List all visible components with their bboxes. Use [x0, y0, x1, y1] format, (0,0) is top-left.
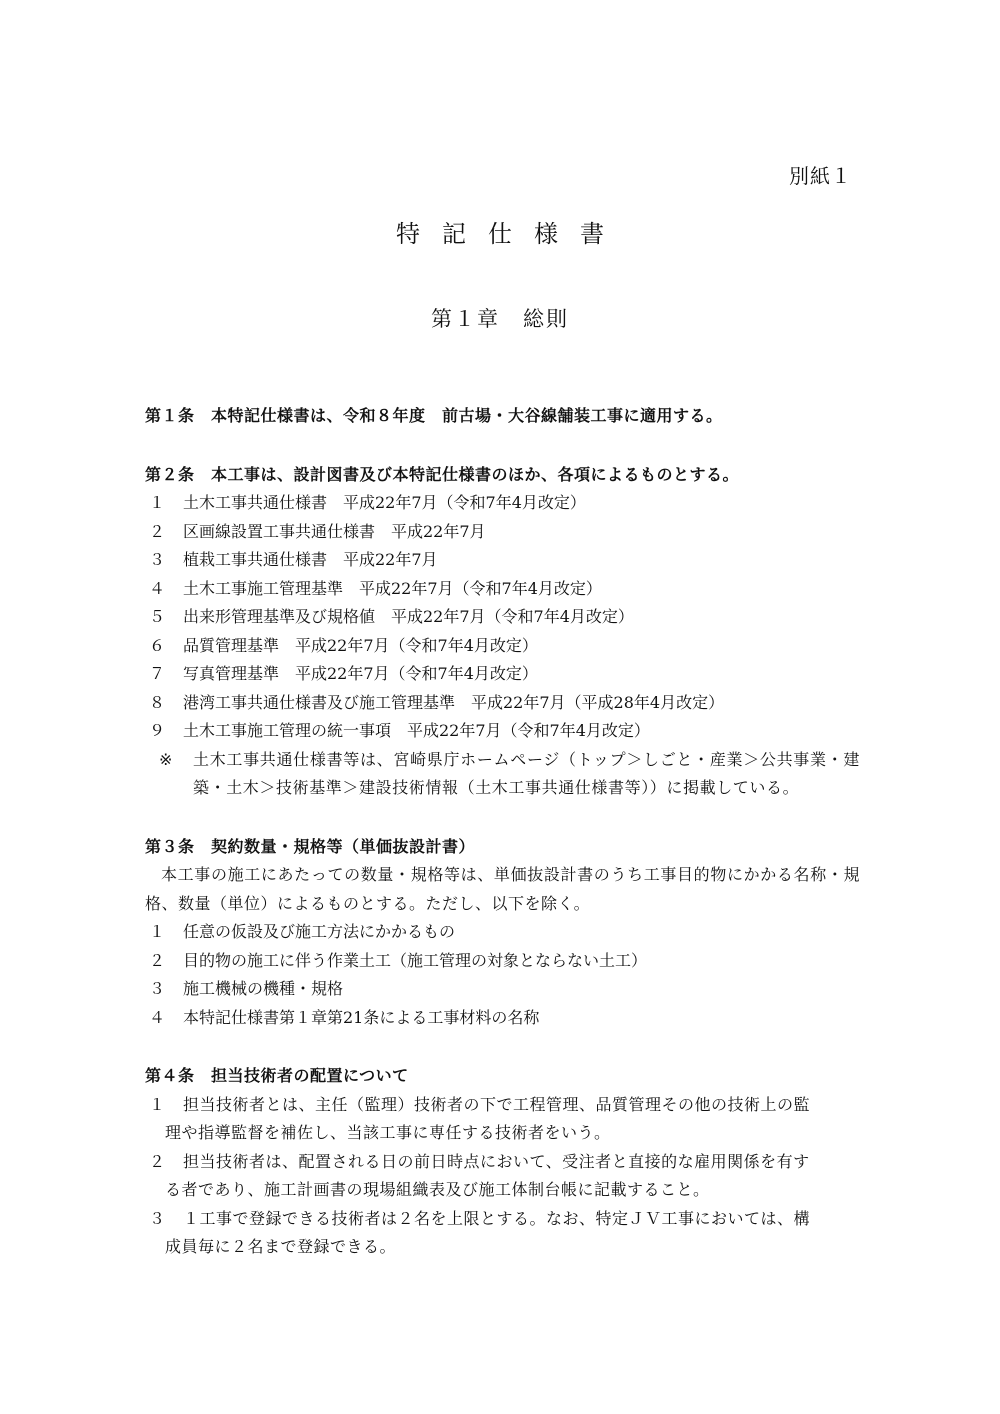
list-item [145, 975, 860, 1004]
item-text: 港湾工事共通仕様書及び施工管理基準 平成22年7月（平成28年4月改定） [183, 692, 725, 712]
item-number: ２ [149, 1151, 166, 1171]
item-text-line: 担当技術者は、配置される日の前日時点において、受注者と直接的な雇用関係を有す [183, 1151, 810, 1171]
article-3-body: 本工事の施工にあたっての数量・規格等は、単価抜設計書のうち工事目的物にかかる名称・規格、数量（単位）によるものとする。ただし、以下を除く。 [145, 865, 860, 913]
item-text: 目的物の施工に伴う作業土工（施工管理の対象とならない土工） [183, 950, 648, 970]
article-4-heading: 第４条 担当技術者の配置について [145, 1066, 409, 1085]
item-number: ２ [149, 521, 166, 541]
item-text-line: 担当技術者とは、主任（監理）技術者の下で工程管理、品質管理その他の技術上の監 [183, 1094, 811, 1114]
item-text-continuation: 理や指導監督を補佐し、当該工事に専任する技術者をいう。 [165, 1123, 611, 1142]
item-number: ２ [149, 950, 166, 970]
item-number: ３ [149, 550, 166, 569]
item-text: 出来形管理基準及び規格値 平成22年7月（令和7年4月改定） [183, 607, 634, 626]
list-item [145, 489, 860, 518]
item-number: ３ [149, 979, 166, 998]
item-number: １ [149, 1094, 166, 1114]
list-item [145, 947, 860, 976]
item-number: ８ [149, 692, 166, 712]
item-text-line: １工事で登録できる技術者は２名を上限とする。なお、特定ＪＶ工事においては、構 [183, 1208, 811, 1228]
note-text: 土木工事共通仕様書等は、宮崎県庁ホームページ（トップ＞しごと・産業＞公共事業・建築・土木＞技術基準＞建設技術情報（土木工事共通仕様書等））に掲載している。 [193, 749, 860, 797]
item-text: 土木工事施工管理の統一事項 平成22年7月（令和7年4月改定） [183, 721, 650, 740]
item-text: 植栽工事共通仕様書 平成22年7月 [183, 550, 438, 569]
list-item [145, 603, 860, 632]
article-2-list [145, 489, 860, 803]
article-4-list [145, 1091, 860, 1262]
list-item [145, 717, 860, 746]
item-number: ６ [149, 635, 166, 655]
list-item [145, 1091, 860, 1148]
list-item [145, 1148, 860, 1205]
document-title: 特記仕様書 [396, 220, 626, 248]
item-number: １ [149, 922, 166, 941]
list-item [145, 1205, 860, 1262]
item-number: ４ [149, 1007, 166, 1027]
list-item [145, 546, 860, 575]
list-item [145, 518, 860, 547]
attachment-label: 別紙１ [789, 164, 852, 188]
item-text-continuation: 成員毎に２名まで登録できる。 [165, 1237, 397, 1256]
list-item [145, 660, 860, 689]
item-number: ５ [149, 607, 166, 626]
item-text: 土木工事共通仕様書 平成22年7月（令和7年4月改定） [183, 493, 586, 512]
item-text: 任意の仮設及び施工方法にかかるもの [183, 922, 456, 941]
note-mark: ※ [159, 749, 173, 769]
list-item [145, 1004, 860, 1033]
document-body [145, 402, 860, 1262]
article-2-heading: 第２条 本工事は、設計図書及び本特記仕様書のほか、各項によるものとする。 [145, 464, 740, 484]
item-text: 品質管理基準 平成22年7月（令和7年4月改定） [183, 635, 538, 655]
item-number: ３ [149, 1208, 166, 1228]
reference-note [145, 746, 860, 803]
list-item [145, 632, 860, 661]
article-3-list [145, 918, 860, 1032]
item-number: ７ [149, 664, 166, 683]
list-item [145, 575, 860, 604]
article-1-heading: 第１条 本特記仕様書は、令和８年度 前古場・大谷線舗装工事に適用する。 [145, 406, 723, 425]
item-number: ９ [149, 721, 166, 740]
item-number: １ [149, 493, 166, 512]
item-text-continuation: る者であり、施工計画書の現場組織表及び施工体制台帳に記載すること。 [165, 1180, 710, 1199]
item-text: 施工機械の機種・規格 [183, 979, 344, 998]
item-text: 土木工事施工管理基準 平成22年7月（令和7年4月改定） [183, 578, 602, 598]
item-text: 写真管理基準 平成22年7月（令和7年4月改定） [183, 664, 538, 683]
list-item [145, 689, 860, 718]
item-number: ４ [149, 578, 166, 598]
list-item [145, 918, 860, 947]
article-3-heading: 第３条 契約数量・規格等（単価抜設計書） [145, 836, 476, 856]
chapter-heading: 第１章 総則 [431, 307, 569, 331]
item-text: 区画線設置工事共通仕様書 平成22年7月 [183, 521, 486, 541]
item-text: 本特記仕様書第１章第21条による工事材料の名称 [183, 1007, 540, 1027]
